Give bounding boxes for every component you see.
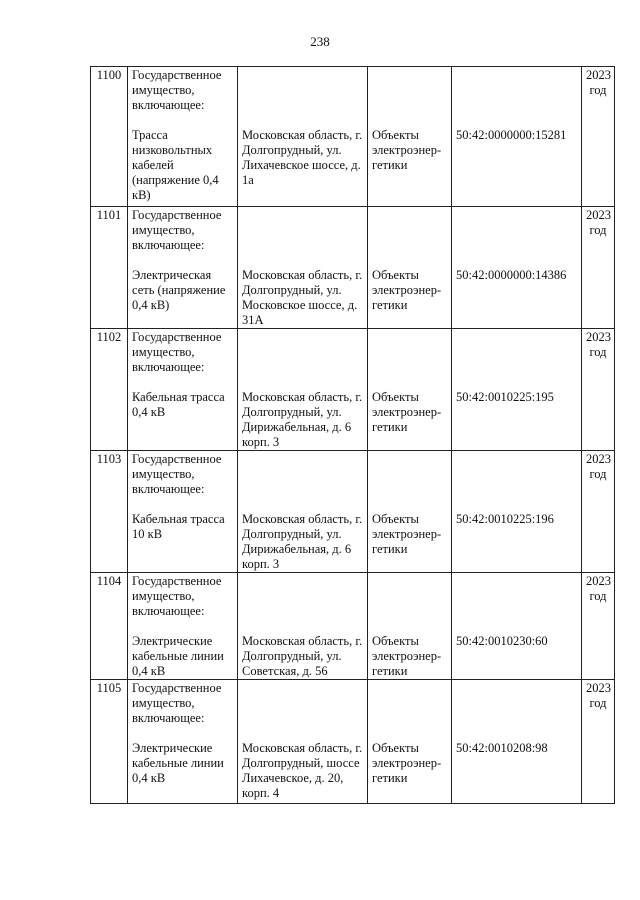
spacer xyxy=(132,497,233,512)
object-name: Кабельная трасса 10 кВ xyxy=(132,512,225,541)
row-number: 1105 xyxy=(91,680,128,804)
property-registry-table xyxy=(90,66,615,804)
address-cell xyxy=(238,573,368,680)
row-number: 1102 xyxy=(91,329,128,451)
object-type: Объекты электроэнер-гетики xyxy=(372,512,442,556)
table-row xyxy=(91,207,615,329)
object-type-cell xyxy=(368,680,452,804)
object-type: Объекты электроэнер-гетики xyxy=(372,741,442,785)
group-header: Государственное имущество, включающее: xyxy=(132,208,222,252)
year: 2023 год xyxy=(582,329,615,451)
cadastral-number: 50:42:0010230:60 xyxy=(456,634,548,648)
address-cell xyxy=(238,67,368,207)
cadastral-number: 50:42:0000000:15281 xyxy=(456,128,567,142)
object-name: Электрическая сеть (напряжение 0,4 кВ) xyxy=(132,268,226,312)
address-cell xyxy=(238,329,368,451)
object-name-cell xyxy=(128,573,238,680)
object-type: Объекты электроэнер-гетики xyxy=(372,268,442,312)
row-number: 1104 xyxy=(91,573,128,680)
cadastral-number: 50:42:0010225:195 xyxy=(456,390,554,404)
object-type-cell xyxy=(368,451,452,573)
object-type-cell xyxy=(368,67,452,207)
group-header: Государственное имущество, включающее: xyxy=(132,681,222,725)
object-type-cell xyxy=(368,573,452,680)
cadastral-cell xyxy=(452,67,582,207)
cadastral-cell xyxy=(452,680,582,804)
address-cell xyxy=(238,207,368,329)
address-cell xyxy=(238,451,368,573)
year: 2023 год xyxy=(582,207,615,329)
table-row xyxy=(91,329,615,451)
table-row xyxy=(91,573,615,680)
table-row xyxy=(91,680,615,804)
object-name: Электрические кабельные линии 0,4 кВ xyxy=(132,741,224,785)
year: 2023 год xyxy=(582,451,615,573)
object-name: Электрические кабельные линии 0,4 кВ xyxy=(132,634,224,678)
address-cell xyxy=(238,680,368,804)
year: 2023 год xyxy=(582,67,615,207)
address: Московская область, г. Долгопрудный, ул. Дирижабельная, д. 6 корп. 3 xyxy=(242,512,363,571)
object-type: Объекты электроэнер-гетики xyxy=(372,390,442,434)
group-header: Государственное имущество, включающее: xyxy=(132,452,222,496)
object-name: Кабельная трасса 0,4 кВ xyxy=(132,390,225,419)
year: 2023 год xyxy=(582,680,615,804)
object-type: Объекты электроэнер-гетики xyxy=(372,128,442,172)
row-number: 1103 xyxy=(91,451,128,573)
cadastral-cell xyxy=(452,573,582,680)
page-number: 238 xyxy=(310,34,330,49)
address: Московская область, г. Долгопрудный, ул. Московское шоссе, д. 31А xyxy=(242,268,363,327)
object-name-cell xyxy=(128,67,238,207)
spacer xyxy=(132,726,233,741)
spacer xyxy=(132,375,233,390)
cadastral-cell xyxy=(452,329,582,451)
year: 2023 год xyxy=(582,573,615,680)
group-header: Государственное имущество, включающее: xyxy=(132,68,222,112)
object-name-cell xyxy=(128,207,238,329)
object-name-cell xyxy=(128,680,238,804)
table-row xyxy=(91,67,615,207)
object-type-cell xyxy=(368,207,452,329)
spacer xyxy=(132,253,233,268)
cadastral-number: 50:42:0010208:98 xyxy=(456,741,548,755)
group-header: Государственное имущество, включающее: xyxy=(132,574,222,618)
row-number: 1100 xyxy=(91,67,128,207)
address: Московская область, г. Долгопрудный, ул. Дирижабельная, д. 6 корп. 3 xyxy=(242,390,363,449)
spacer xyxy=(132,619,233,634)
table-row xyxy=(91,451,615,573)
object-name-cell xyxy=(128,451,238,573)
cadastral-cell xyxy=(452,451,582,573)
cadastral-cell xyxy=(452,207,582,329)
row-number: 1101 xyxy=(91,207,128,329)
object-type-cell xyxy=(368,329,452,451)
group-header: Государственное имущество, включающее: xyxy=(132,330,222,374)
cadastral-number: 50:42:0010225:196 xyxy=(456,512,554,526)
spacer xyxy=(132,113,233,128)
object-type: Объекты электроэнер-гетики xyxy=(372,634,442,678)
cadastral-number: 50:42:0000000:14386 xyxy=(456,268,567,282)
object-name-cell xyxy=(128,329,238,451)
object-name: Трасса низковольтных кабелей (напряжение 0,4 кВ) xyxy=(132,128,219,202)
address: Московская область, г. Долгопрудный, шоссе Лихачевское, д. 20, корп. 4 xyxy=(242,741,363,800)
address: Московская область, г. Долгопрудный, ул. Лихачевское шоссе, д. 1а xyxy=(242,128,363,187)
address: Московская область, г. Долгопрудный, ул. Советская, д. 56 xyxy=(242,634,363,678)
